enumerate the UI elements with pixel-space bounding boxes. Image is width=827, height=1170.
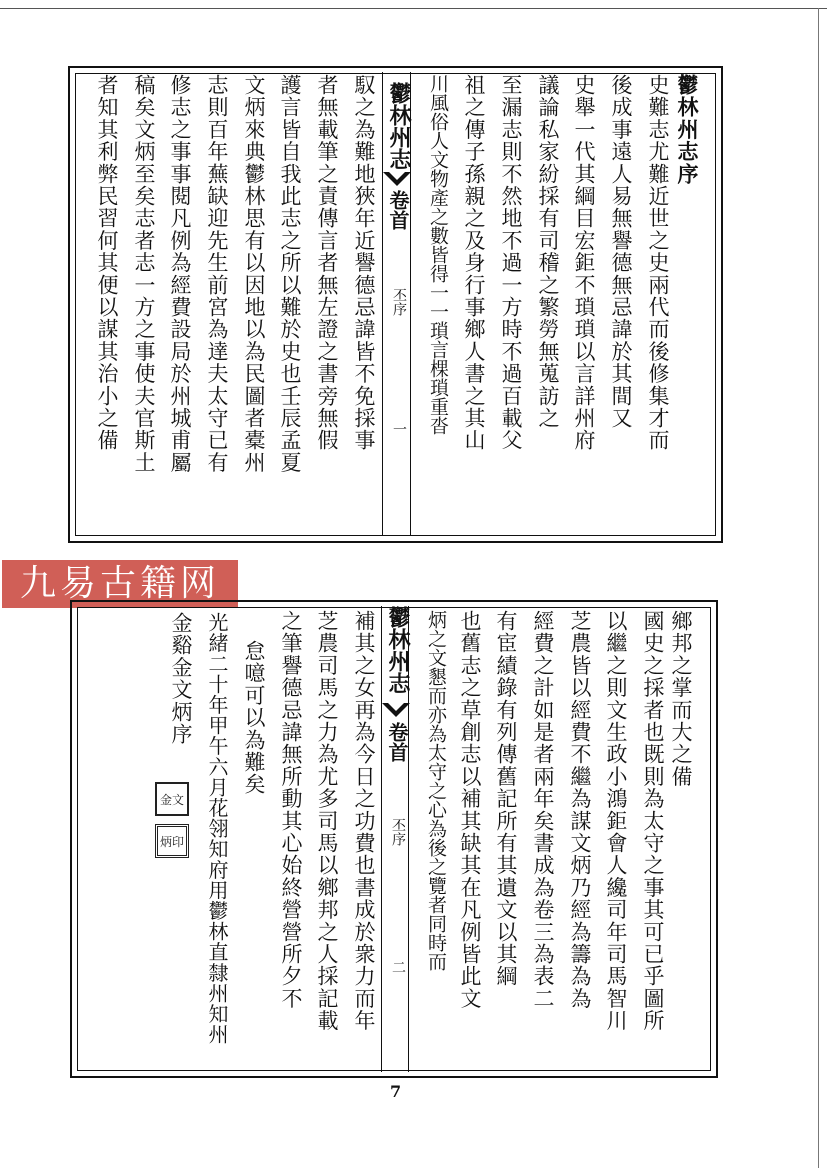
- lower-text-column: 之筆譽德忌諱無所動其心始終營營所夕不: [279, 610, 303, 1010]
- seal-bottom-text: 炳印: [159, 834, 184, 849]
- upper-text-column: 文炳來典鬱林思有以因地以為民圖者橐州: [242, 74, 266, 474]
- upper-gutter-title: 鬱林州志: [386, 82, 412, 170]
- seal-top-text: 金文: [159, 792, 184, 807]
- lower-gutter-title: 鬱林州志: [385, 606, 411, 694]
- upper-fish-tail-mark: [383, 172, 411, 188]
- page-number: 7: [390, 1082, 402, 1101]
- upper-text-column: 修志之事事閱凡例為經費設局於州城甫屬: [168, 74, 192, 474]
- upper-text-column: 至漏志則不然地不過一方時不過百載父: [499, 74, 523, 452]
- author-seal-top: [155, 782, 189, 816]
- lower-signature-column: 金谿金文炳序: [169, 612, 193, 746]
- scan-right-border: [818, 8, 819, 1168]
- lower-gutter-leaf: 二: [390, 960, 406, 974]
- upper-text-column: 祖之傳子孫親之及身行事鄉人書之其山: [462, 74, 486, 452]
- lower-text-column: 經費之計如是者兩年矣書成為卷三為表二: [531, 610, 555, 1010]
- upper-text-column: 史舉一代其綱目宏鉅不瑣瑣以言詳州府: [572, 74, 596, 452]
- author-seal-bottom: [155, 824, 189, 858]
- upper-gutter-leaf: 一: [391, 422, 407, 436]
- site-watermark: 九易古籍网: [2, 560, 238, 608]
- lower-text-column: 芝農皆以經費不繼為謀文炳乃經為籌為為: [568, 610, 592, 1010]
- upper-text-column: 後成事遠人易無譽德無忌諱於其間又: [609, 74, 633, 430]
- upper-text-column: 議論私家紛採有司稽之繁勞無蒐訪之: [536, 74, 560, 430]
- upper-text-column: 馭之為難地狹年近譽德忌諱皆不免採事: [352, 74, 376, 452]
- lower-fish-tail-mark: [382, 703, 410, 719]
- upper-text-column: 護言皆自我此志之所以難於史也壬辰孟夏: [278, 74, 302, 474]
- scan-top-border: [0, 8, 827, 9]
- upper-text-column: 史難志尤難近世之史兩代而後修集才而: [646, 74, 670, 452]
- lower-text-column: 以繼之則文生政小鴻鉅會人纔司年司馬智川: [604, 610, 628, 1032]
- lower-gutter-juan: 卷首: [385, 722, 409, 762]
- upper-text-column: 稿矣文炳至矣志者志一方之事使夫官斯土: [132, 74, 156, 474]
- lower-text-column: 補其之女再為今日之功費也書成於衆力而年: [352, 610, 376, 1032]
- upper-text-column: 者無載筆之責傳言者無左證之書旁無假: [315, 74, 339, 452]
- upper-gutter-line-left: [382, 72, 383, 536]
- lower-text-column: 也舊志之草創志以補其缺其在凡例皆此文: [458, 610, 482, 1010]
- lower-text-column: 國史之採者也既則為太守之事其可已乎圖所: [641, 610, 665, 1032]
- lower-text-column: 鄉邦之掌而大之備: [669, 610, 693, 788]
- upper-text-column: 志則百年蕪缺迎先生前宮為達夫太守已有: [205, 74, 229, 474]
- upper-gutter-juan: 卷首: [386, 190, 410, 230]
- lower-text-column: 芝農司馬之力為尤多司馬以鄉邦之人採記載: [315, 610, 339, 1032]
- lower-text-column: 有宦績錄有列傳舊記所有其遺文以其綱: [494, 610, 518, 988]
- upper-text-column: 者知其利弊民習何其便以謀其治小之備: [95, 74, 119, 452]
- lower-gutter-section: 丕序: [390, 818, 406, 846]
- upper-gutter-section: 丕序: [391, 288, 407, 316]
- upper-title: 鬱林州志序: [675, 74, 700, 185]
- lower-date-column: 光緒二十年甲午六月花翎知府用鬱林直隸州知州: [205, 612, 229, 1045]
- lower-text-column: 怠噫可以為難矣: [242, 640, 266, 796]
- lower-text-column: 炳之文懇而亦為太守之心為後之覽者同時而: [425, 610, 447, 971]
- upper-text-column: 川風俗人文物產之數皆得一一瑣言棵瑣重沓: [427, 74, 449, 435]
